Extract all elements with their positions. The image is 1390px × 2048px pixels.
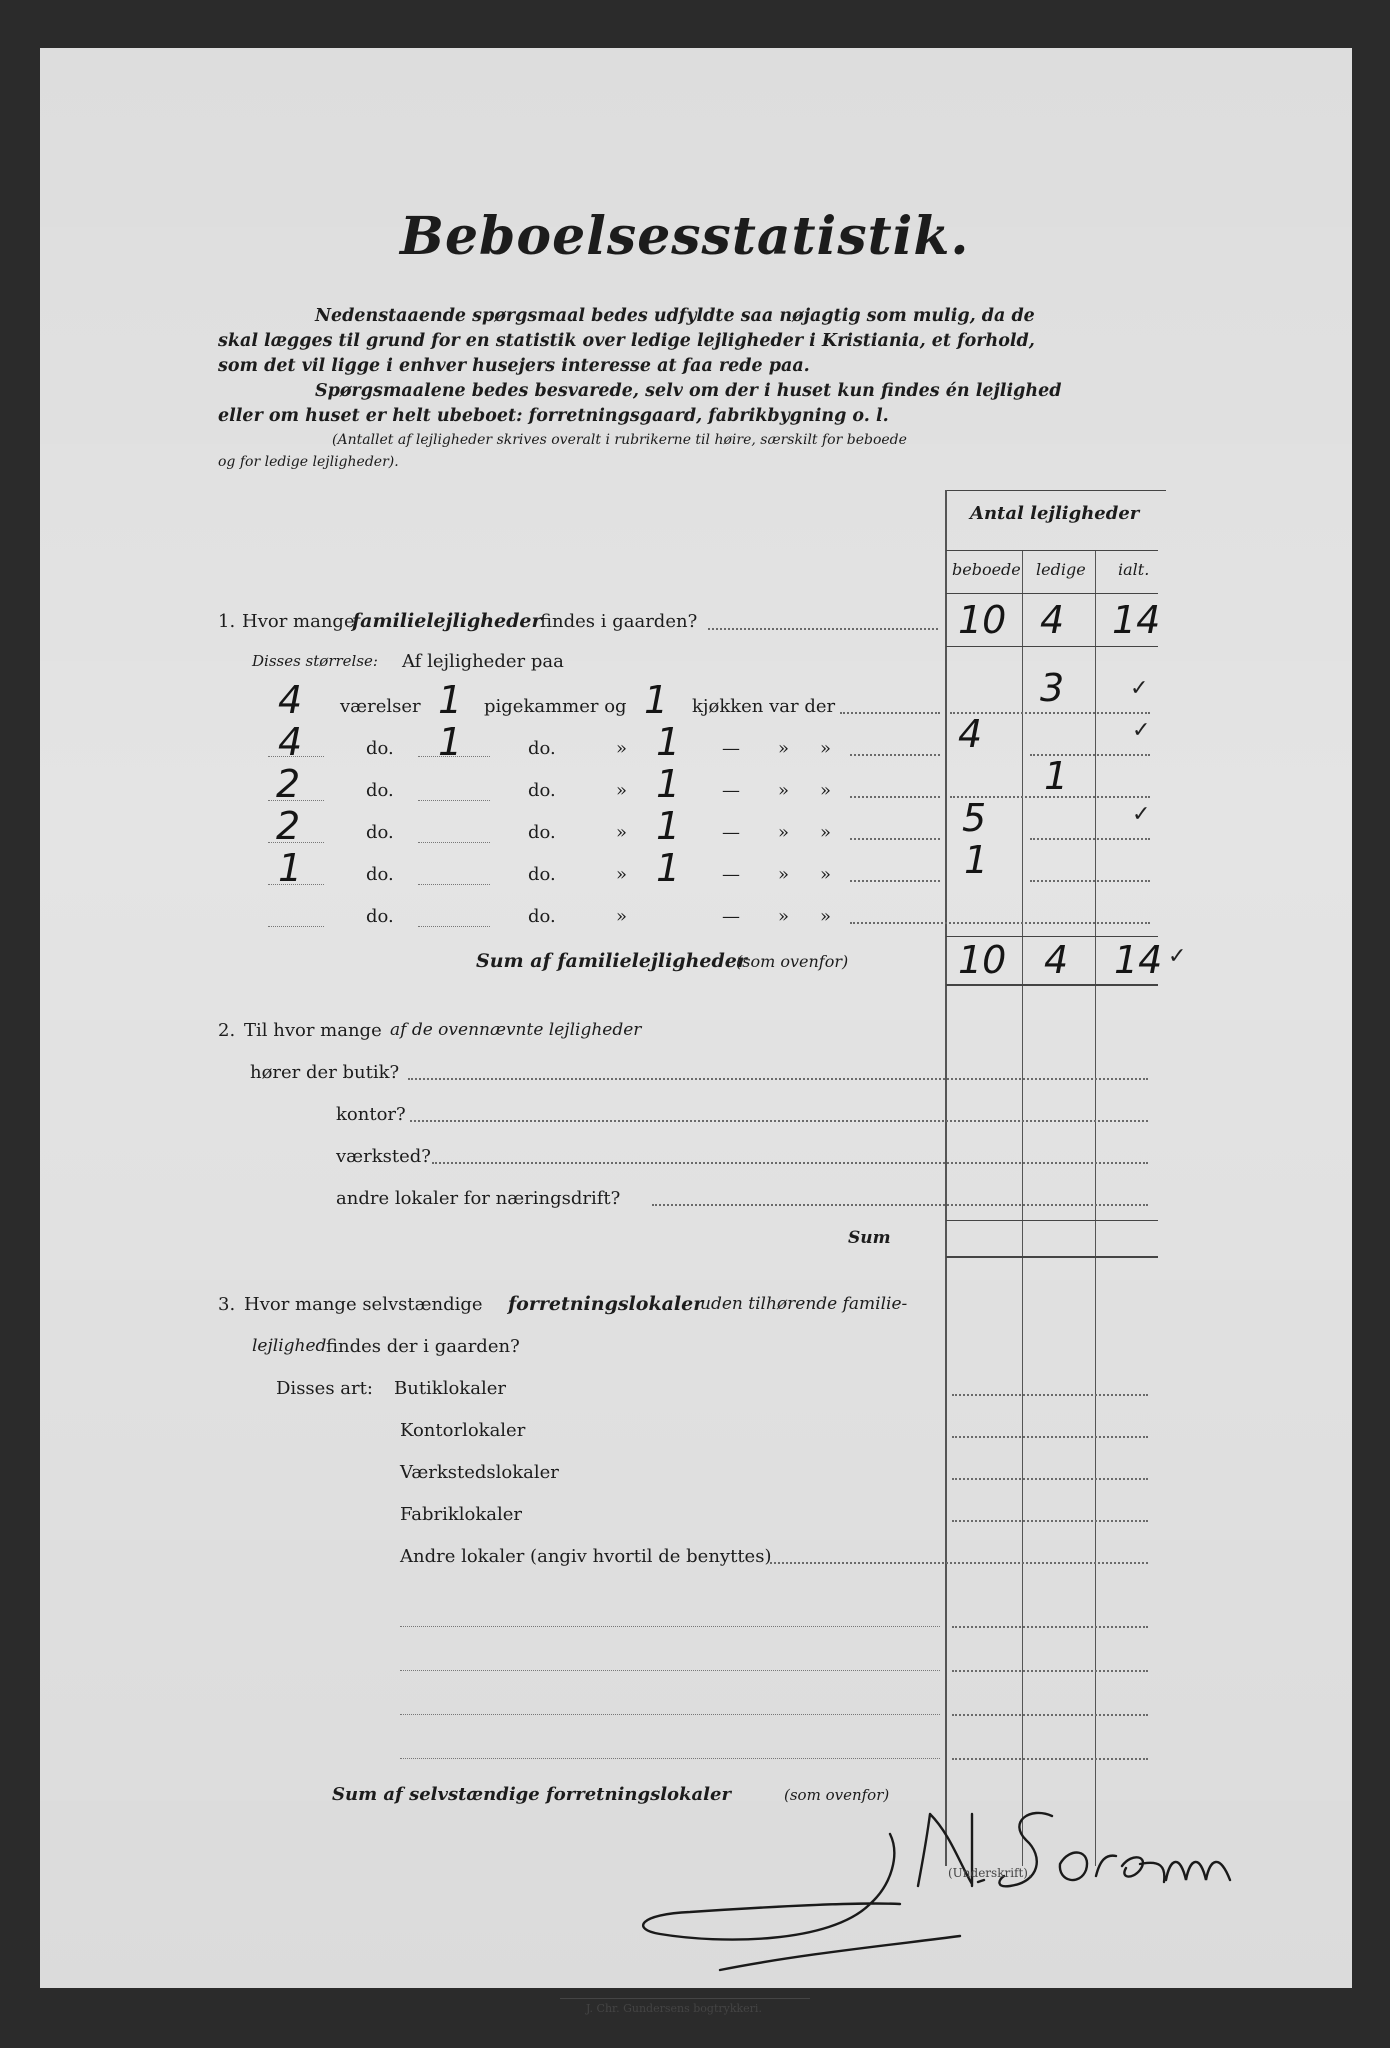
- row2-pigekammer-count: 1: [438, 720, 463, 764]
- dash-mark: —: [722, 822, 740, 843]
- q3-number: 3.: [218, 1294, 236, 1315]
- intro-line-3: som det vil ligge i enhver husejers interesse at faa rede paa.: [218, 356, 810, 376]
- q2-vaerksted-dots: [432, 1162, 1148, 1164]
- row1-ialt-mark: ✓: [1130, 676, 1149, 701]
- do-label: do.: [528, 738, 556, 759]
- table-col-rule-2: [1095, 550, 1096, 1866]
- q1-sum-ialt: 14: [1114, 938, 1163, 982]
- q3-blank-line: [400, 1670, 940, 1671]
- table-top-rule: [946, 490, 1166, 491]
- q3-item-dots: [952, 1436, 1148, 1438]
- row2-vaerelser-count: 4: [278, 720, 303, 764]
- q3-item-andre: Andre lokaler (angiv hvortil de benyttes): [400, 1546, 772, 1567]
- q1-sum-label-b: (som ovenfor): [736, 952, 849, 971]
- q1-text-b: familielejligheder: [352, 610, 542, 632]
- q1-answer-rule: [946, 646, 1158, 647]
- q3-item-butik: Butiklokaler: [394, 1378, 506, 1399]
- q3-blank-line: [400, 1714, 940, 1715]
- q3-text-e: findes der i gaarden?: [326, 1336, 520, 1357]
- q1-answer-ledige: 4: [1040, 598, 1065, 642]
- q2-text-b: af de ovennævnte lejligheder: [390, 1020, 642, 1040]
- quote-mark: »: [820, 906, 832, 927]
- q1-sum-label: Sum af familielejligheder: [476, 950, 747, 972]
- quote-mark: »: [616, 780, 628, 801]
- row6-leader-dots: [850, 922, 1150, 924]
- q2-sum-top-rule: [946, 1220, 1158, 1221]
- row3-kjokken-count: 1: [656, 762, 681, 806]
- do-label: do.: [528, 780, 556, 801]
- table-col-rule-1: [1022, 550, 1023, 1866]
- col-header-ledige: ledige: [1036, 560, 1086, 579]
- do-label: do.: [366, 822, 394, 843]
- quote-mark: »: [778, 906, 790, 927]
- census-form-sheet: [40, 48, 1352, 2015]
- q3-item-dots: [952, 1478, 1148, 1480]
- q3-andre-dots: [770, 1562, 1148, 1564]
- do-label: do.: [366, 906, 394, 927]
- row5-vaerelser-count: 1: [278, 846, 303, 890]
- do-label: do.: [366, 864, 394, 885]
- q1-leader-dots: [708, 628, 938, 630]
- q2-andre-dots: [652, 1204, 1148, 1206]
- q1-sum-rule: [946, 984, 1158, 986]
- q2-sum-label: Sum: [848, 1228, 891, 1248]
- q2-text-a: Til hvor mange: [244, 1020, 382, 1041]
- q2-line-vaerksted: værksted?: [336, 1146, 431, 1167]
- q1-text-a: Hvor mange: [242, 611, 355, 632]
- pigekammer-label: pigekammer og: [484, 696, 627, 717]
- row3-pigekammer-line: [418, 800, 490, 801]
- quote-mark: »: [616, 738, 628, 759]
- q3-item-dots: [952, 1394, 1148, 1396]
- quote-mark: »: [778, 780, 790, 801]
- q3-text-a: Hvor mange selvstændige: [244, 1294, 483, 1315]
- q1-size-label-b: Af lejligheder paa: [402, 651, 564, 672]
- quote-mark: »: [820, 738, 832, 759]
- row2-kjokken-count: 1: [656, 720, 681, 764]
- row5-beboede: 1: [964, 838, 989, 882]
- row4-vaerelser-line: [268, 842, 324, 843]
- q1-text-c: findes i gaarden?: [540, 611, 698, 632]
- row4-vaerelser-count: 2: [276, 804, 301, 848]
- row5-cell-dots: [1030, 880, 1150, 882]
- quote-mark: »: [820, 780, 832, 801]
- q2-butik-dots: [408, 1078, 1148, 1080]
- q3-item-dots: [952, 1670, 1148, 1672]
- q3-text-b: forretningslokaler: [508, 1293, 704, 1315]
- row2-leader-dots: [850, 754, 940, 756]
- row1-ledige: 3: [1040, 666, 1065, 710]
- row1-leader-dots: [840, 712, 940, 714]
- quote-mark: »: [778, 738, 790, 759]
- q1-size-label: Disses størrelse:: [252, 652, 378, 670]
- row1-kjokken-count: 1: [644, 678, 669, 722]
- printer-credit: J. Chr. Gundersens bogtrykkeri.: [586, 2002, 762, 2015]
- q1-sum-mark: ✓: [1168, 944, 1187, 969]
- q3-item-fabrik: Fabriklokaler: [400, 1504, 523, 1525]
- row5-vaerelser-line: [268, 884, 324, 885]
- row3-vaerelser-count: 2: [276, 762, 301, 806]
- row5-pigekammer-line: [418, 884, 490, 885]
- do-label: do.: [528, 864, 556, 885]
- q1-sum-top-rule: [946, 936, 1158, 937]
- q3-item-kontor: Kontorlokaler: [400, 1420, 526, 1441]
- do-label: do.: [366, 780, 394, 801]
- intro-line-7: og for ledige lejligheder).: [218, 454, 399, 470]
- row4-cell-dots: [1030, 838, 1150, 840]
- row1-vaerelser-count: 4: [278, 678, 303, 722]
- vaerelser-label: værelser: [340, 696, 421, 717]
- row4-leader-dots: [850, 838, 940, 840]
- do-label: do.: [528, 822, 556, 843]
- q2-number: 2.: [218, 1020, 236, 1041]
- row6-pigekammer-line: [418, 926, 490, 927]
- q2-sum-rule: [946, 1256, 1158, 1258]
- quote-mark: »: [778, 864, 790, 885]
- quote-mark: »: [616, 864, 628, 885]
- row2-pigekammer-line: [418, 756, 490, 757]
- q2-line-kontor: kontor?: [336, 1104, 406, 1125]
- row2-ialt-mark: ✓: [1132, 718, 1151, 743]
- q2-kontor-dots: [410, 1120, 1148, 1122]
- dash-mark: —: [722, 738, 740, 759]
- q1-answer-ialt: 14: [1112, 598, 1161, 642]
- table-left-rule: [945, 490, 947, 1866]
- q3-sum-label-b: (som ovenfor): [784, 1786, 890, 1804]
- q1-sum-beboede: 10: [958, 938, 1007, 982]
- q1-sum-ledige: 4: [1044, 938, 1069, 982]
- intro-line-2: skal lægges til grund for en statistik over ledige lejligheder i Kristiania, et forhold,: [218, 331, 1035, 351]
- row4-ialt-mark: ✓: [1132, 802, 1151, 827]
- intro-line-4: Spørgsmaalene bedes besvarede, selv om der i huset kun findes én lejlighed: [315, 381, 1062, 401]
- dash-mark: —: [722, 864, 740, 885]
- quote-mark: »: [616, 822, 628, 843]
- table-subheader-rule: [946, 593, 1158, 594]
- row3-vaerelser-line: [268, 800, 324, 801]
- q3-item-dots: [952, 1758, 1148, 1760]
- intro-line-5: eller om huset er helt ubeboet: forretningsgaard, fabrikbygning o. l.: [218, 406, 889, 426]
- q1-answer-beboede: 10: [958, 598, 1007, 642]
- q3-text-d: lejlighed: [252, 1336, 327, 1356]
- q3-item-dots: [952, 1714, 1148, 1716]
- q3-item-dots: [952, 1626, 1148, 1628]
- kjokken-label: kjøkken var der: [692, 696, 836, 717]
- q3-blank-line: [400, 1626, 940, 1627]
- intro-line-1: Nedenstaaende spørgsmaal bedes udfyldte saa nøjagtig som mulig, da de: [315, 306, 1035, 326]
- col-header-beboede: beboede: [952, 560, 1021, 579]
- q3-item-vaerksted: Værkstedslokaler: [400, 1462, 559, 1483]
- row4-beboede: 5: [962, 796, 987, 840]
- row2-vaerelser-line: [268, 756, 324, 757]
- do-label: do.: [528, 906, 556, 927]
- printer-rule: [560, 1998, 810, 1999]
- row5-kjokken-count: 1: [656, 846, 681, 890]
- signature-caption: (Underskrift).: [948, 1866, 1032, 1880]
- quote-mark: »: [778, 822, 790, 843]
- quote-mark: »: [820, 864, 832, 885]
- row5-leader-dots: [850, 880, 940, 882]
- form-title: Beboelsesstatistik.: [400, 206, 970, 267]
- row3-leader-dots: [850, 796, 940, 798]
- q2-line-andre: andre lokaler for næringsdrift?: [336, 1188, 621, 1209]
- q3-blank-line: [400, 1758, 940, 1759]
- q3-art-label: Disses art:: [276, 1378, 373, 1399]
- intro-line-6: (Antallet af lejligheder skrives overalt i rubrikerne til høire, særskilt for beboede: [332, 432, 907, 448]
- q3-text-c: uden tilhørende familie-: [700, 1294, 908, 1314]
- do-label: do.: [366, 738, 394, 759]
- row2-beboede: 4: [958, 712, 983, 756]
- table-header-rule: [946, 550, 1158, 551]
- signature-image: [600, 1794, 1280, 1994]
- q1-number: 1.: [218, 611, 236, 632]
- dash-mark: —: [722, 780, 740, 801]
- row1-pigekammer-count: 1: [438, 678, 463, 722]
- row4-kjokken-count: 1: [656, 804, 681, 848]
- q2-line-butik: hører der butik?: [250, 1062, 400, 1083]
- table-header-group: Antal lejligheder: [970, 503, 1140, 524]
- row6-vaerelser-line: [268, 926, 324, 927]
- q3-item-dots: [952, 1520, 1148, 1522]
- q3-sum-label: Sum af selvstændige forretningslokaler: [332, 1784, 731, 1805]
- col-header-ialt: ialt.: [1118, 560, 1150, 579]
- quote-mark: »: [820, 822, 832, 843]
- row4-pigekammer-line: [418, 842, 490, 843]
- quote-mark: »: [616, 906, 628, 927]
- row3-ledige: 1: [1044, 754, 1069, 798]
- dash-mark: —: [722, 906, 740, 927]
